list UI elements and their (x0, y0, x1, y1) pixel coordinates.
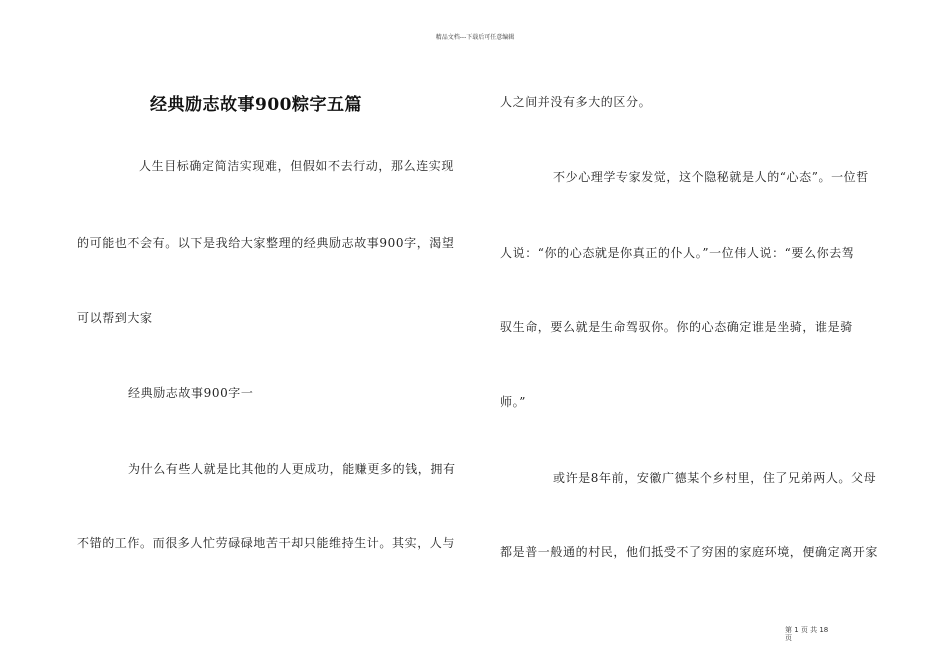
page-number-line: 页 (785, 634, 792, 642)
paragraph-line: 都是普一般通的村民，他们抵受不了穷困的家庭环境，便确定离开家 (500, 545, 879, 559)
paragraph-line: 人之间并没有多大的区分。 (500, 95, 652, 109)
section-heading: 经典励志故事900字一 (128, 386, 254, 400)
paragraph-line: 为什么有些人就是比其他的人更成功，能赚更多的钱，拥有 (128, 462, 456, 476)
paragraph-line: 不错的工作。而很多人忙劳碌碌地苦干却只能维持生计。其实，人与 (77, 536, 456, 550)
page-number-line: 第 1 页 共 18 (785, 626, 829, 634)
page-number (785, 626, 828, 642)
paragraph-line: 师。” (500, 395, 526, 409)
paragraph-line: 人说：“你的心态就是你真正的仆人。”一位伟人说：“要么你去驾 (500, 246, 855, 260)
paragraph-line: 的可能也不会有。以下是我给大家整理的经典励志故事900字，渴望 (77, 236, 455, 250)
paragraph-line: 不少心理学专家发觉，这个隐秘就是人的“心态”。一位哲 (553, 170, 869, 184)
paragraph-line: 驭生命，要么就是生命驾驭你。你的心态确定谁是坐骑，谁是骑 (500, 320, 853, 334)
paragraph-line: 人生目标确定简洁实现难，但假如不去行动，那么连实现 (139, 159, 455, 173)
paragraph-line: 可以帮到大家 (77, 311, 153, 325)
paragraph-line: 或许是8年前，安徽广德某个乡村里，住了兄弟两人。父母 (553, 471, 877, 485)
page-header: 精品文档---下载后可任意编辑 (435, 34, 515, 41)
document-title: 经典励志故事900粽字五篇 (150, 95, 362, 115)
